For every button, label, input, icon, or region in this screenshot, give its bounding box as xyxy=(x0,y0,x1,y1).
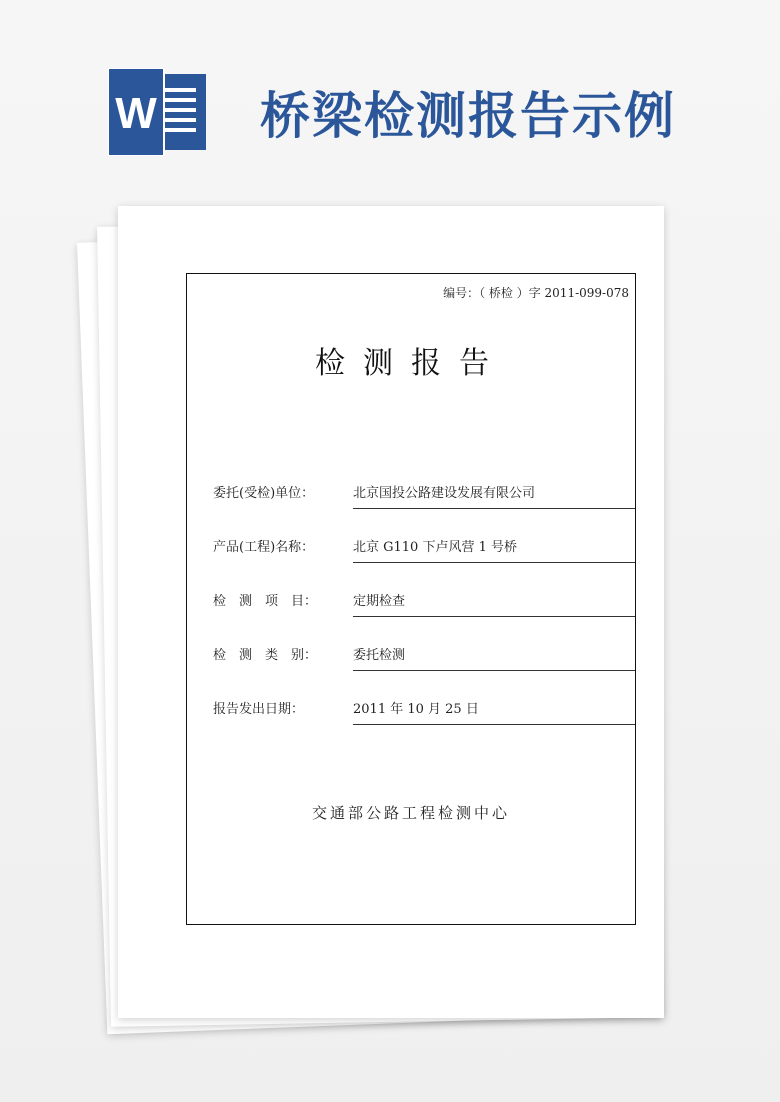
field-row-inspection-type xyxy=(213,640,635,670)
field-label: 委托(受检)单位： xyxy=(213,486,315,501)
field-value: 定期检查 xyxy=(353,594,406,609)
word-letter: W xyxy=(115,89,157,138)
field-label: 检 测 项 目： xyxy=(213,594,318,609)
report-number: 编号：（ 桥检 ）字 2011-099-078 xyxy=(443,286,629,300)
report-title: 检测报告 xyxy=(315,346,507,381)
field-label: 检 测 类 别： xyxy=(213,648,318,663)
field-value: 北京 G110 下卢风营 1 号桥 xyxy=(353,540,517,555)
field-value: 委托检测 xyxy=(353,648,406,663)
page-title: 桥梁检测报告示例 xyxy=(260,87,676,145)
field-underline xyxy=(353,724,635,725)
field-value: 2011 年 10 月 25 日 xyxy=(353,702,479,717)
field-underline xyxy=(353,670,635,671)
word-document-icon xyxy=(108,68,208,156)
field-row-client xyxy=(213,478,635,508)
report-cover-frame xyxy=(186,273,636,925)
field-underline xyxy=(353,562,635,563)
field-row-issue-date xyxy=(213,694,635,724)
field-underline xyxy=(353,616,635,617)
field-label: 产品(工程)名称： xyxy=(213,540,315,555)
field-underline xyxy=(353,508,635,509)
page-header xyxy=(108,68,748,168)
field-row-project-name xyxy=(213,532,635,562)
field-label: 报告发出日期： xyxy=(213,702,305,717)
issuing-organization: 交通部公路工程检测中心 xyxy=(311,804,510,822)
field-row-inspection-item xyxy=(213,586,635,616)
field-value: 北京国投公路建设发展有限公司 xyxy=(353,486,536,501)
